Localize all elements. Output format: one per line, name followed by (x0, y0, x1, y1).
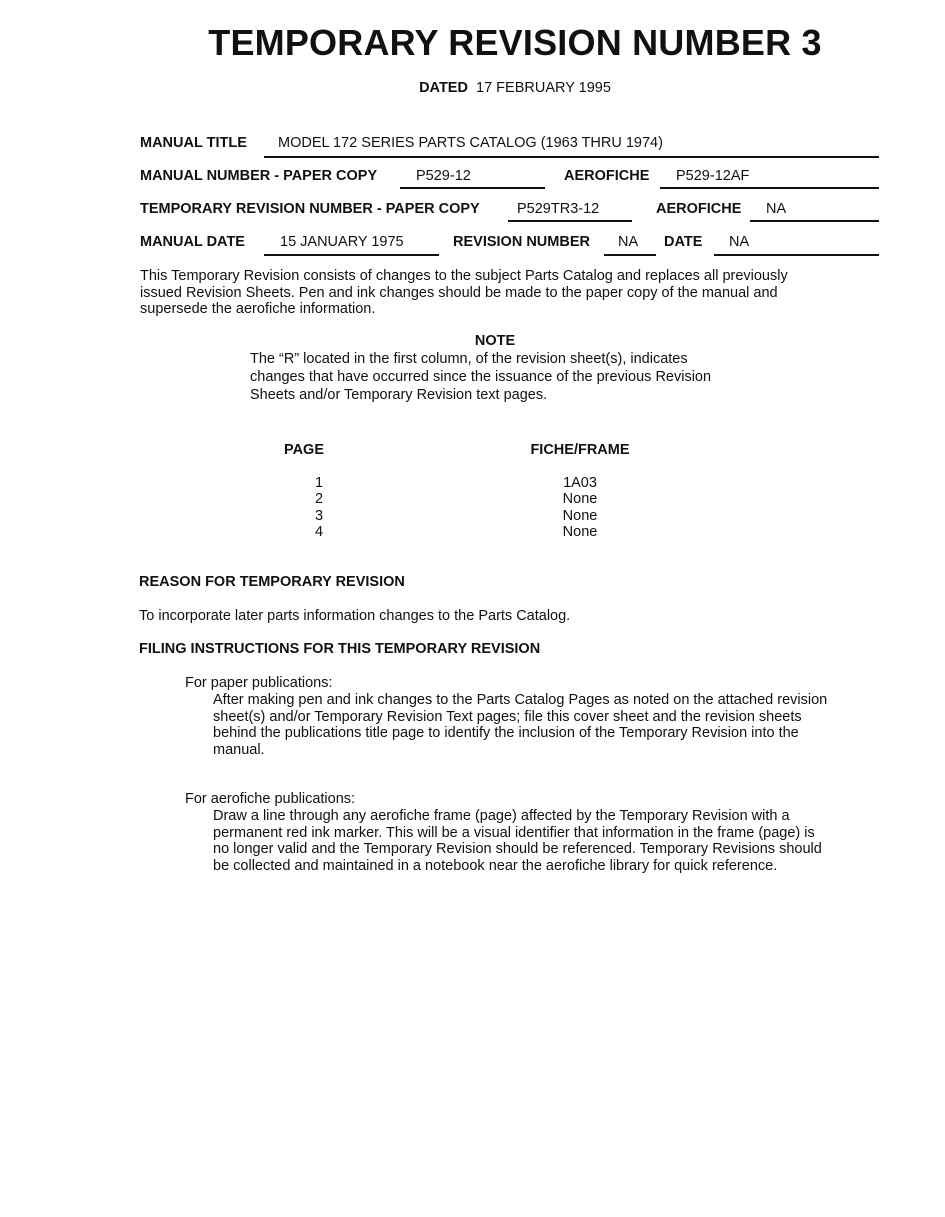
aerofiche-publications-label: For aerofiche publications: (185, 791, 356, 807)
intro-paragraph (140, 268, 900, 318)
manual-date-underline (264, 254, 439, 256)
tr-aerofiche-underline (750, 220, 879, 222)
paper-line: behind the publications title page to identify the inclusion of the Temporary Revision into the (213, 725, 799, 741)
reason-heading: REASON FOR TEMPORARY REVISION (139, 574, 405, 590)
revision-number-label: REVISION NUMBER (453, 234, 590, 250)
aerofiche-value: P529-12AF (676, 168, 750, 184)
dated-line (0, 80, 945, 96)
date-label: DATE (664, 234, 703, 250)
note-heading: NOTE (474, 333, 516, 349)
paper-line: manual. (213, 741, 265, 758)
revision-number-value: NA (618, 234, 639, 250)
note-line: The “R” located in the first column, of the revision sheet(s), indicates (250, 351, 688, 367)
intro-line: issued Revision Sheets. Pen and ink changes should be made to the paper copy of the manual and (140, 284, 778, 301)
aero-line: Draw a line through any aerofiche frame (page) affected by the Temporary Revision with a (213, 808, 790, 824)
intro-line: This Temporary Revision consists of changes to the subject Parts Catalog and replaces all previously (140, 268, 788, 284)
note-line: Sheets and/or Temporary Revision text pages. (250, 387, 548, 403)
table-cell-page: 2 (314, 491, 324, 507)
tr-aerofiche-label: AEROFICHE (656, 201, 742, 217)
manual-title-label: MANUAL TITLE (140, 135, 247, 151)
tr-number-value: P529TR3-12 (517, 201, 600, 217)
date-underline (714, 254, 879, 256)
aero-line: no longer valid and the Temporary Revision should be referenced. Temporary Revisions should (213, 841, 822, 857)
dated-value: 17 FEBRUARY 1995 (476, 80, 611, 96)
dated-label: DATED (419, 80, 468, 96)
col-header-fiche: FICHE/FRAME (530, 442, 630, 458)
date-value: NA (729, 234, 750, 250)
paper-publications-label: For paper publications: (185, 675, 333, 691)
tr-aerofiche-value: NA (766, 201, 787, 217)
reason-text: To incorporate later parts information changes to the Parts Catalog. (139, 608, 571, 624)
intro-line: supersede the aerofiche information. (140, 301, 376, 317)
manual-number-label: MANUAL NUMBER - PAPER COPY (140, 168, 378, 184)
aero-line: be collected and maintained in a notebook near the aerofiche library for quick reference. (213, 857, 778, 874)
paper-instructions (213, 692, 893, 758)
table-cell-page: 3 (314, 508, 324, 524)
table-cell-fiche: None (562, 524, 598, 540)
manual-date-label: MANUAL DATE (140, 234, 245, 250)
note-line: changes that have occurred since the issuance of the previous Revision (250, 369, 712, 385)
aerofiche-underline (660, 187, 879, 189)
aerofiche-instructions (213, 808, 893, 874)
manual-number-value: P529-12 (416, 168, 471, 184)
table-cell-fiche: 1A03 (563, 475, 597, 491)
paper-line: sheet(s) and/or Temporary Revision Text pages; file this cover sheet and the revision sheets (213, 708, 802, 725)
table-cell-page: 4 (314, 524, 324, 540)
table-cell-page: 1 (314, 475, 324, 491)
revision-number-underline (604, 254, 656, 256)
manual-number-underline (400, 187, 545, 189)
manual-title-underline (264, 156, 879, 158)
table-cell-fiche: None (562, 491, 598, 507)
tr-number-label: TEMPORARY REVISION NUMBER - PAPER COPY (140, 201, 480, 217)
tr-number-underline (508, 220, 632, 222)
col-header-page: PAGE (283, 442, 325, 458)
table-cell-fiche: None (562, 508, 598, 524)
note-body (250, 350, 810, 404)
aerofiche-label: AEROFICHE (564, 168, 650, 184)
paper-line: After making pen and ink changes to the Parts Catalog Pages as noted on the attached revision (213, 692, 828, 708)
filing-heading: FILING INSTRUCTIONS FOR THIS TEMPORARY REVISION (139, 641, 541, 657)
document-title: TEMPORARY REVISION NUMBER 3 (208, 22, 822, 63)
aero-line: permanent red ink marker. This will be a visual identifier that information in the frame (page) is (213, 824, 815, 841)
manual-date-value: 15 JANUARY 1975 (280, 234, 404, 250)
manual-title-value: MODEL 172 SERIES PARTS CATALOG (1963 THRU 1974) (278, 135, 663, 151)
